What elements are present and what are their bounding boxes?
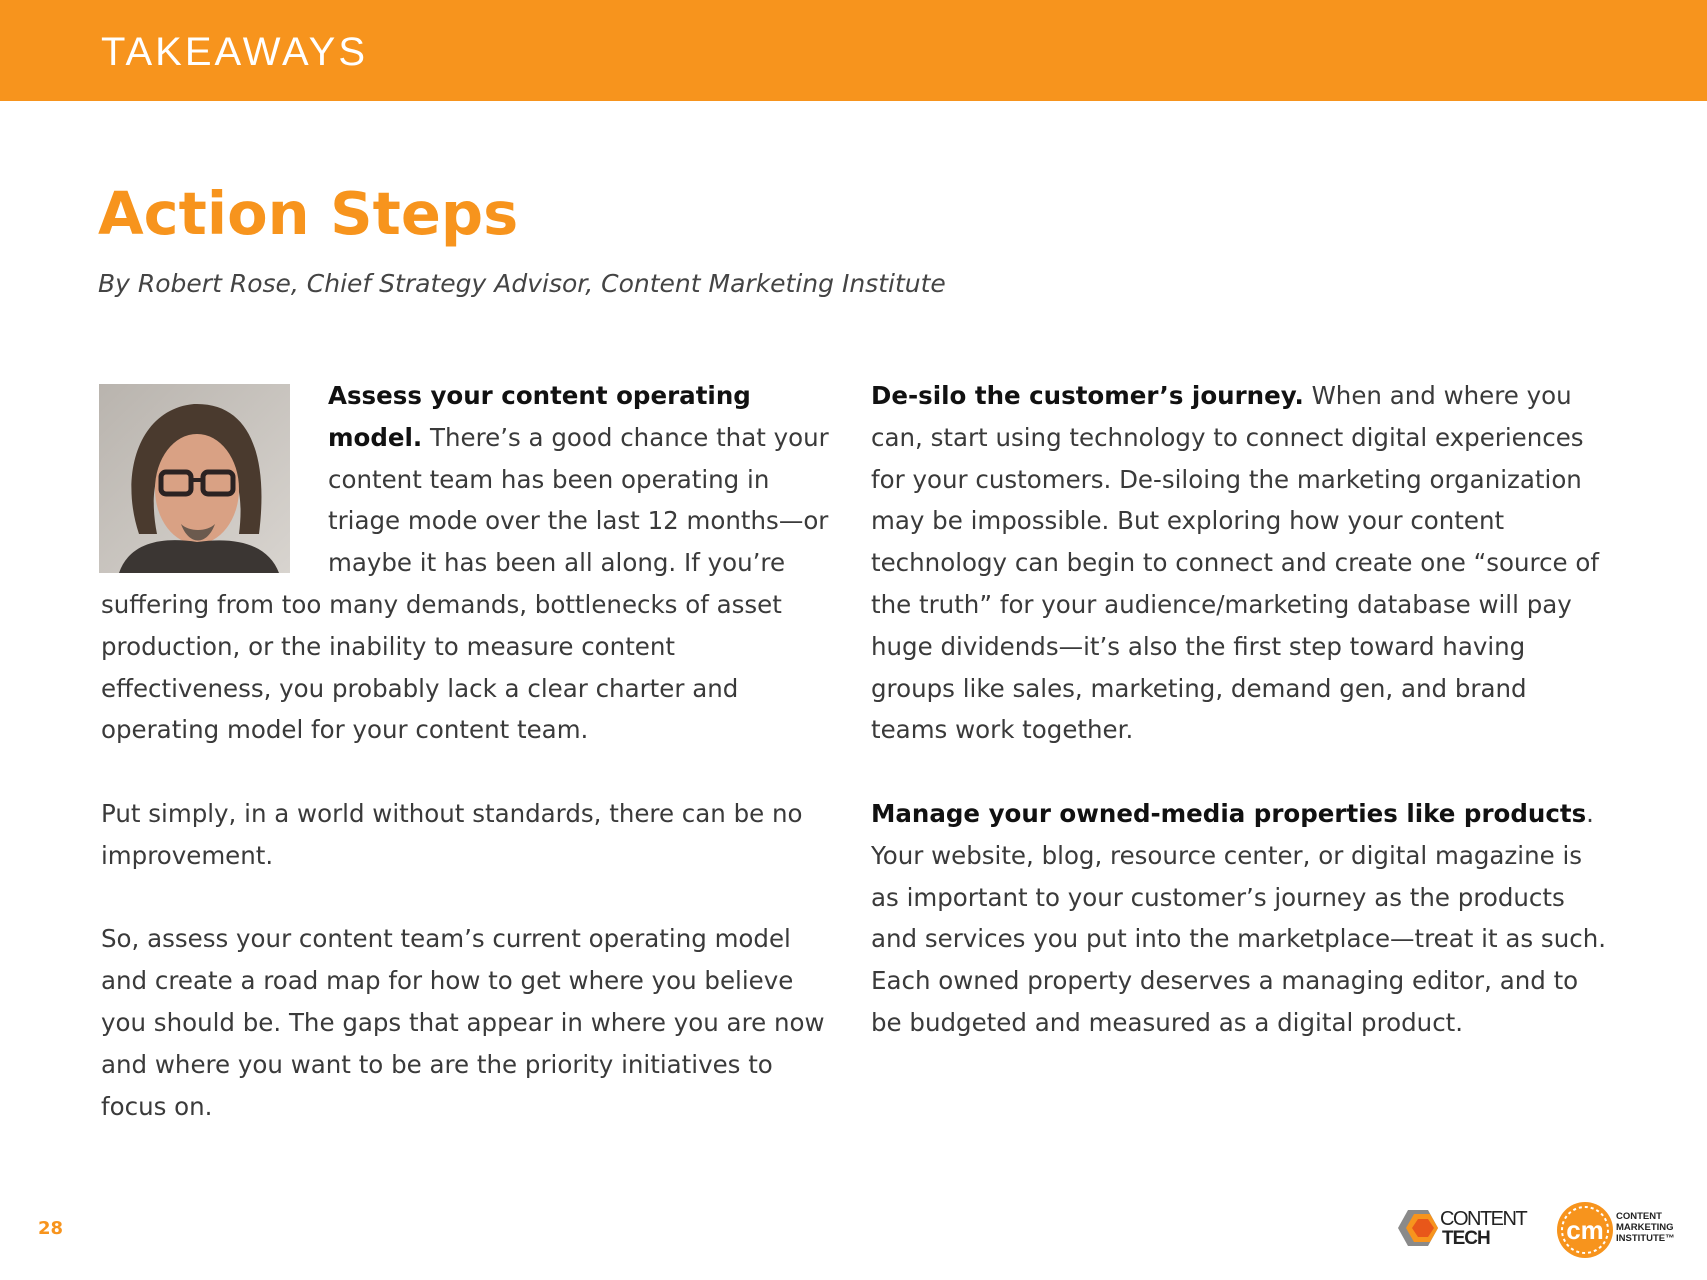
page-number: 28 <box>38 1218 64 1239</box>
body-desilo-journey: When and where you can, start using technology to connect digital experiences for your customers. De-siloing the marketing organization may be impossible. But exploring how your content technology can begin to connect and create one “source of the truth” for your audience/marketing database will pay huge dividends—it’s also the first step toward having groups like sales, marketing, demand gen, and brand teams work together. <box>871 381 1600 745</box>
content-tech-line2: TECH <box>1442 1228 1490 1249</box>
byline: By Robert Rose, Chief Strategy Advisor, Content Marketing Institute <box>98 269 946 298</box>
lead-owned-media: Manage your owned-media properties like products <box>871 798 1587 828</box>
cmi-line1: CONTENT <box>1616 1211 1662 1222</box>
paragraph-owned-media <box>871 793 1606 1044</box>
cmi-badge-icon <box>1556 1198 1701 1262</box>
left-column <box>101 375 841 1169</box>
lead-desilo-journey: De-silo the customer’s journey. <box>871 381 1304 410</box>
author-photo <box>99 384 290 573</box>
lead-assess-operating-model: Assess your content operating model. <box>328 381 751 452</box>
body-assess-operating-model: There’s a good chance that your content team has been operating in triage mode over the last 12 months—or maybe it has been all along. If you’re suffering from too many demands, bottlenecks of asset production, or the inability to measure content effectiveness, you probably lack a clear charter and operating model for your content team. <box>101 422 829 745</box>
cmi-line2: MARKETING <box>1616 1222 1674 1233</box>
content-tech-logo <box>1388 1198 1533 1258</box>
paragraph-desilo-journey <box>871 375 1606 751</box>
paragraph-road-map: So, assess your content team’s current operating model and create a road map for how to get where you believe you should be. The gaps that appear in where you are now and where you want to be are the priority initiatives to focus on. <box>101 924 825 1121</box>
body-owned-media: Your website, blog, resource center, or digital magazine is as important to your customer’s journey as the products and services you put into the marketplace—treat it as such. Each owned property deserves a managing editor, and to be budgeted and measured as a digital product. <box>871 840 1607 1037</box>
author-portrait-icon <box>99 384 290 573</box>
paragraph-standards: Put simply, in a world without standards, there can be no improvement. <box>101 798 803 870</box>
page-title: Action Steps <box>98 179 519 248</box>
cmi-line3: INSTITUTE™ <box>1616 1233 1675 1244</box>
cmi-mark: cm <box>1566 1215 1604 1245</box>
lead-owned-media-punct: . <box>1586 798 1594 828</box>
header-band <box>0 0 1707 101</box>
right-column <box>871 375 1606 1086</box>
section-label: TAKEAWAYS <box>101 30 369 74</box>
content-tech-line1: CONTENT <box>1440 1208 1527 1230</box>
content-tech-hexagon-icon <box>1388 1198 1533 1258</box>
cmi-logo <box>1556 1198 1701 1262</box>
